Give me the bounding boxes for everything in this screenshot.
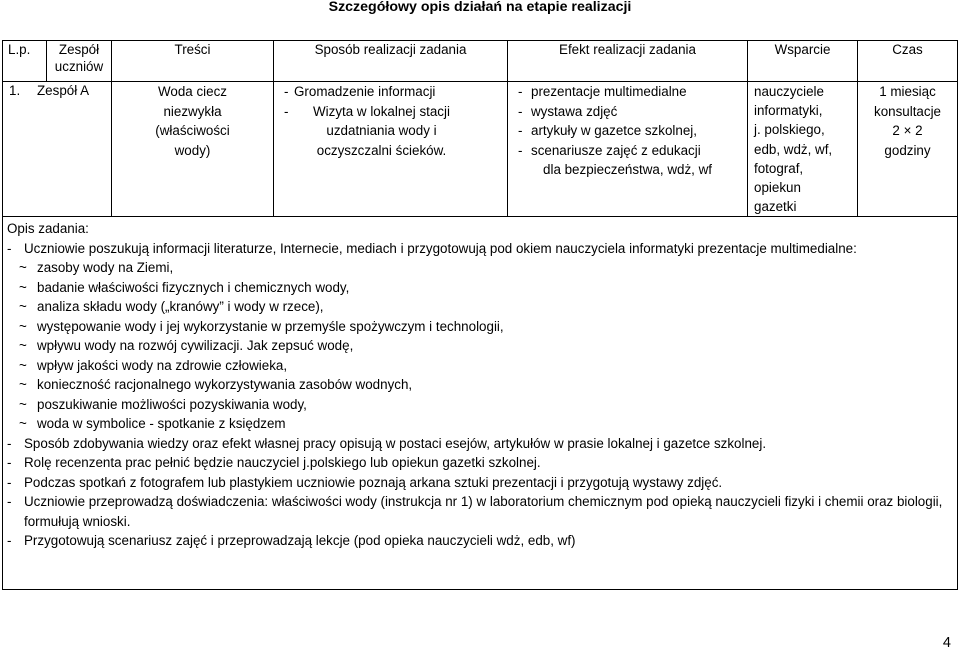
activity-table xyxy=(2,40,958,590)
content-line: wody) xyxy=(174,142,211,158)
lp-team-cell xyxy=(3,82,112,217)
time-line: konsultacje xyxy=(874,103,941,119)
content-line: Woda ciecz xyxy=(158,84,227,99)
support-line: informatyki, xyxy=(754,103,823,119)
support-line: gazetki xyxy=(754,199,797,215)
method-item: - Wizyta w lokalnej stacji uzdatniania wody i oczyszczalni ścieków. xyxy=(274,102,507,161)
header-content: Treści xyxy=(112,41,274,82)
description-subitem: ~ badanie właściwości fizycznych i chemicznych wody, xyxy=(7,278,951,298)
description-list xyxy=(7,239,951,551)
header-team xyxy=(47,41,112,82)
description-subitem: ~ zasoby wody na Ziemi, xyxy=(7,258,951,278)
effect-item: - prezentacje multimedialne xyxy=(508,82,747,102)
time-line: 1 miesiąc xyxy=(879,84,936,99)
effect-item: dla bezpieczeństwa, wdż, wf xyxy=(543,162,712,177)
description-subitem: ~ konieczność racjonalnego wykorzystywania zasobów wodnych, xyxy=(7,375,951,395)
support-line: edb, wdż, wf, xyxy=(754,141,833,157)
time-line: godziny xyxy=(884,142,931,158)
header-methods: Sposób realizacji zadania xyxy=(274,41,508,82)
effects-cell xyxy=(508,82,748,217)
description-cell xyxy=(3,217,958,590)
content-line: (właściwości xyxy=(155,123,230,138)
header-team-line1: Zespół xyxy=(58,42,100,57)
time-line: 2 × 2 xyxy=(892,123,923,138)
description-item: - Przygotowują scenariusz zajęć i przeprowadzają lekcje (pod opieka nauczycieli wdż, edb, wf) xyxy=(7,531,951,551)
method-item: - Gromadzenie informacji xyxy=(274,82,507,102)
description-row xyxy=(3,217,958,590)
methods-cell xyxy=(274,82,508,217)
header-support: Wsparcie xyxy=(748,41,858,82)
effect-item: - artykuły w gazetce szkolnej, xyxy=(508,121,747,141)
description-item: - Sposób zdobywania wiedzy oraz efekt własnej pracy opisują w postaci esejów, artykułów w prasie lokalnej i gazetce szkolnej. xyxy=(7,434,951,454)
description-item: - Uczniowie poszukują informacji literaturze, Internecie, mediach i przygotowują pod okiem nauczyciela informatyki prezentacje multimedialne: xyxy=(7,239,951,259)
description-subitem: ~ woda w symbolice - spotkanie z księdzem xyxy=(7,414,951,434)
support-line: opiekun xyxy=(754,180,801,196)
description-subitem: ~ wpływ jakości wody na zdrowie człowieka, xyxy=(7,356,951,376)
page-number: 4 xyxy=(942,635,951,651)
table-header xyxy=(3,41,958,82)
content-line: niezwykła xyxy=(163,103,222,119)
support-line: fotograf, xyxy=(754,160,804,176)
time-cell xyxy=(858,82,958,217)
description-item: - Podczas spotkań z fotografem lub plastykiem uczniowie poznają arkana sztuki prezentacji i przygotują wystawy zdjęć. xyxy=(7,473,951,493)
description-item: - Rolę recenzenta prac pełnić będzie nauczyciel j.polskiego lub opiekun gazetki szkolnej. xyxy=(7,453,951,473)
row-team: Zespół A xyxy=(37,83,90,98)
support-line: j. polskiego, xyxy=(754,122,825,138)
effect-item: - scenariusze zajęć z edukacji xyxy=(508,141,747,161)
table-row xyxy=(3,82,958,217)
header-time: Czas xyxy=(858,41,958,82)
description-subitem: ~ występowanie wody i jej wykorzystanie w przemyśle spożywczym i technologii, xyxy=(7,317,951,337)
support-line: nauczyciele xyxy=(754,84,824,99)
description-subitem: ~ analiza składu wody („kranówy” i wody w rzece), xyxy=(7,297,951,317)
header-lp: L.p. xyxy=(3,41,47,82)
row-lp: 1. xyxy=(9,83,21,98)
description-label: Opis zadania: xyxy=(7,221,89,237)
effect-item: - wystawa zdjęć xyxy=(508,102,747,122)
description-subitem: ~ wpływu wody na rozwój cywilizacji. Jak zepsuć wodę, xyxy=(7,336,951,356)
description-subitem: ~ poszukiwanie możliwości pozyskiwania wody, xyxy=(7,395,951,415)
header-team-line2: uczniów xyxy=(54,59,104,74)
support-cell xyxy=(748,82,858,217)
content-cell xyxy=(112,82,274,217)
header-effects: Efekt realizacji zadania xyxy=(508,41,748,82)
description-item: - Uczniowie przeprowadzą doświadczenia: właściwości wody (instrukcja nr 1) w laboratorium chemicznym pod opieką nauczycieli fizyki i chemii oraz biologii, formułują wnioski. xyxy=(7,492,951,531)
page-title: Szczegółowy opis działań na etapie realizacji xyxy=(328,0,632,15)
